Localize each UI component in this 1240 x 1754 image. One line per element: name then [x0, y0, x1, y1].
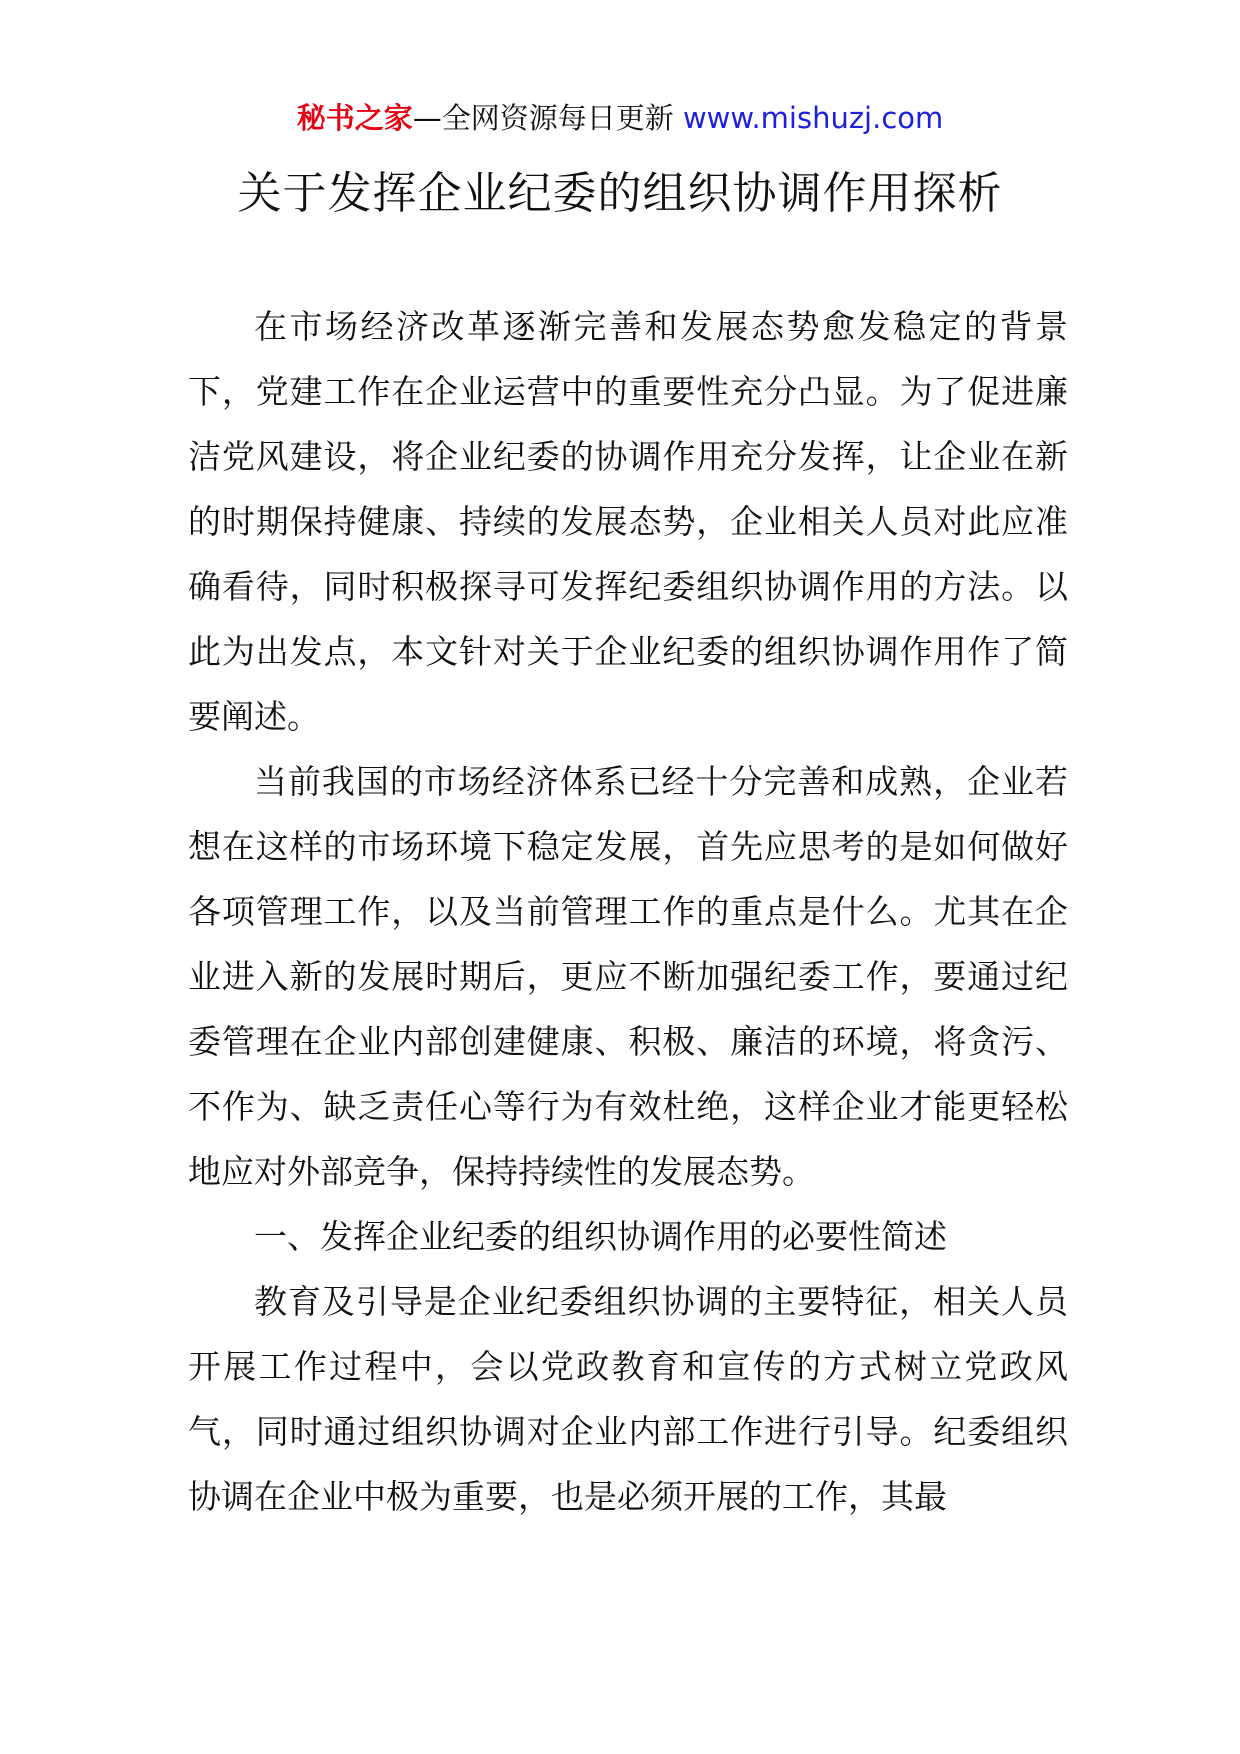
site-brand: 秘书之家 [296, 101, 413, 135]
document-body [188, 294, 1068, 1529]
site-slogan: —全网资源每日更新 [412, 101, 683, 135]
paragraph-section-one: 教育及引导是企业纪委组织协调的主要特征，相关人员开展工作过程中，会以党政教育和宣传的方式树立党政风气，同时通过组织协调对企业内部工作进行引导。纪委组织协调在企业中极为重要，也是必须开展的工作，其最 [188, 1282, 1068, 1516]
site-url-link[interactable]: www.mishuzj.com [682, 101, 944, 135]
paragraph-background: 当前我国的市场经济体系已经十分完善和成熟，企业若想在这样的市场环境下稳定发展，首先应思考的是如何做好各项管理工作，以及当前管理工作的重点是什么。尤其在企业进入新的发展时期后，更应不断加强纪委工作，要通过纪委管理在企业内部创建健康、积极、廉洁的环境，将贪污、不作为、缺乏责任心等行为有效杜绝，这样企业才能更轻松地应对外部竞争，保持持续性的发展态势。 [188, 762, 1068, 1191]
site-header [0, 98, 1240, 138]
paragraph-intro: 在市场经济改革逐渐完善和发展态势愈发稳定的背景下，党建工作在企业运营中的重要性充分凸显。为了促进廉洁党风建设，将企业纪委的协调作用充分发挥，让企业在新的时期保持健康、持续的发展态势，企业相关人员对此应准确看待，同时积极探寻可发挥纪委组织协调作用的方法。以此为出发点，本文针对关于企业纪委的组织协调作用作了简要阐述。 [188, 307, 1068, 736]
document-title: 关于发挥企业纪委的组织协调作用探析 [237, 168, 1003, 219]
section-heading: 一、发挥企业纪委的组织协调作用的必要性简述 [254, 1217, 947, 1256]
